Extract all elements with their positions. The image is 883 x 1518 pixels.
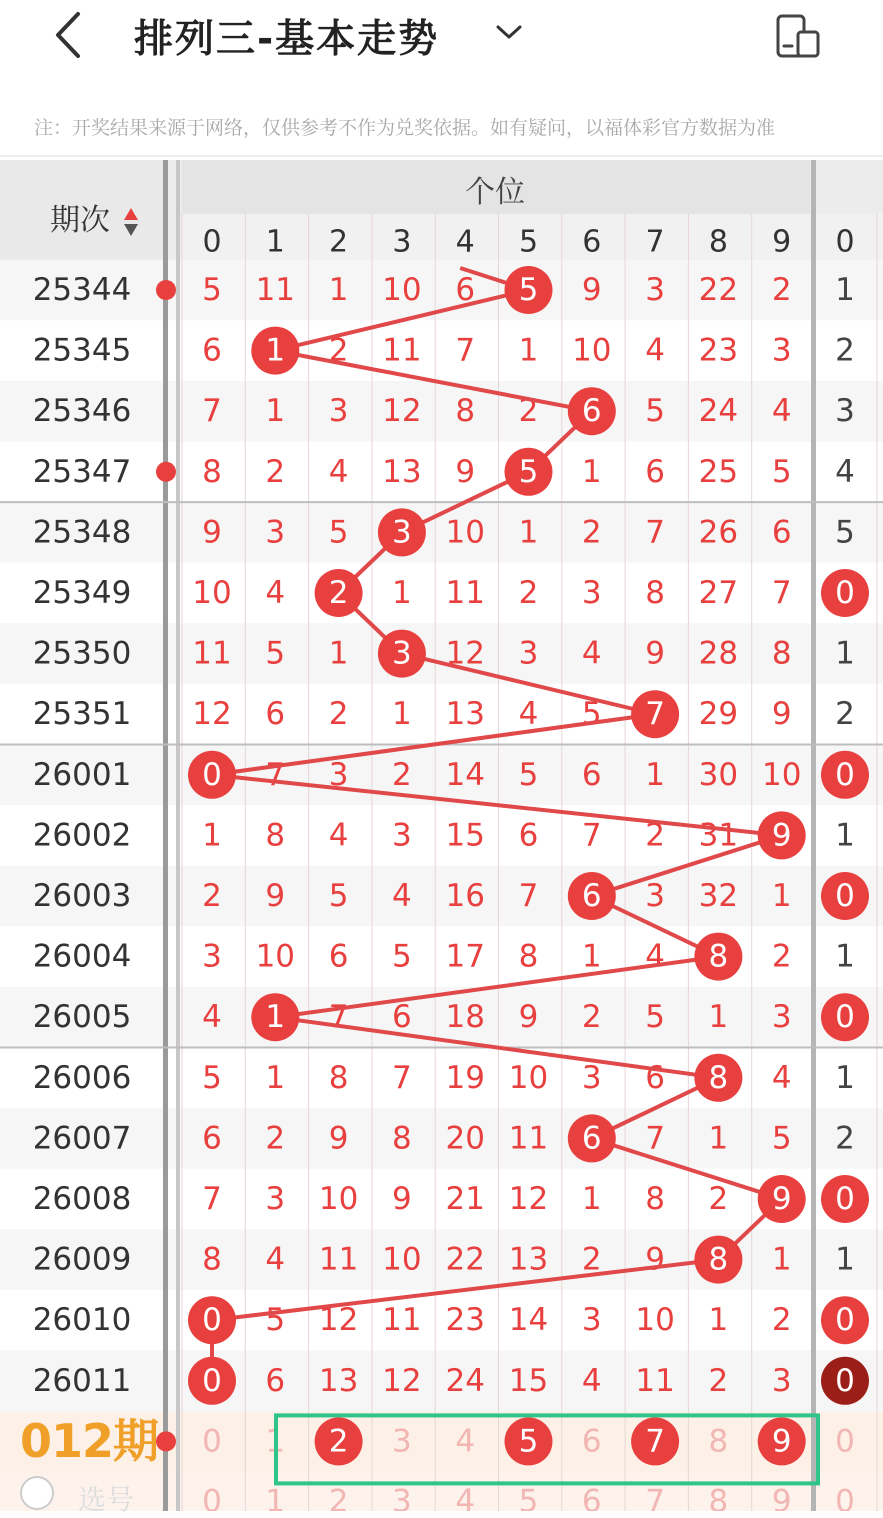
digit-header: 1 [265,224,285,260]
miss-count-cell: 5 [328,514,349,551]
miss-count-cell: 1 [581,1181,602,1217]
period-cell: 25347 [32,453,132,490]
row-marker [156,280,176,300]
digit-header: 5 [518,224,539,260]
period-cell: 25344 [32,272,132,308]
miss-count-cell: 2 [835,696,855,733]
miss-count-cell: 12 [382,393,422,430]
hit-ball-number: 1 [265,999,286,1036]
miss-count-cell: 1 [392,575,412,611]
table-row [0,1108,883,1169]
digit-header: 3 [392,224,412,260]
table-row [0,623,883,684]
miss-count-cell: 1 [645,756,665,793]
miss-count-cell: 7 [581,817,602,854]
miss-count-cell: 4 [835,453,855,490]
miss-count-cell: 5 [202,272,222,308]
miss-count-cell: 4 [392,878,412,914]
hit-ball-number: 0 [835,756,855,793]
miss-count-cell: 1 [771,1241,792,1278]
miss-count-cell: 32 [698,878,739,914]
miss-count-cell: 11 [318,1241,359,1278]
sort-icon[interactable] [122,204,140,240]
miss-count-cell: 1 [202,817,222,854]
miss-count-cell: 5 [518,756,539,793]
miss-count-cell: 5 [202,1059,222,1096]
table-row [0,745,883,806]
miss-count-cell: 7 [518,878,539,914]
miss-count-cell: 8 [455,393,476,430]
miss-count-cell: 8 [202,453,222,490]
miss-count-cell: 2 [771,938,792,975]
period-cell: 26007 [32,1120,132,1157]
miss-count-cell: 2 [265,453,286,490]
miss-count-cell: 9 [455,453,476,490]
column-separator [176,160,180,1511]
miss-count-cell: 5 [328,878,349,914]
hit-ball-number: 3 [392,635,412,672]
miss-count-cell: 3 [392,817,412,854]
miss-count-cell: 1 [708,1302,729,1339]
miss-count-cell: 1 [835,635,855,672]
hit-ball-number: 8 [708,1059,729,1096]
hit-ball-number: 7 [645,696,665,733]
digit-header: 7 [645,224,665,260]
miss-count-cell: 12 [382,1362,422,1399]
hit-ball-number: 9 [771,1181,792,1217]
column-separator [811,160,816,1511]
hit-ball-number: 6 [581,878,602,914]
miss-count-cell: 8 [265,817,286,854]
miss-count-cell: 11 [192,635,232,672]
miss-count-cell: 28 [698,635,739,672]
miss-count-cell: 13 [382,453,422,490]
table-row [0,684,883,745]
miss-count-cell: 4 [518,696,539,733]
miss-count-cell: 22 [698,272,739,308]
table-row [0,442,883,503]
table-row [0,502,883,563]
miss-count-cell: 1 [835,938,855,975]
hit-ball-number: 0 [835,999,855,1036]
miss-count-cell: 7 [202,1181,222,1217]
period-cell: 25346 [32,393,132,430]
select-number: 2 [328,1483,349,1511]
hit-ball-number: 0 [202,756,222,793]
miss-count-cell: 3 [581,1302,602,1339]
select-number: 0 [835,1483,855,1511]
hit-ball-number: 3 [392,514,412,551]
miss-count-cell: 6 [265,696,286,733]
miss-count-cell: 5 [392,938,412,975]
miss-count-cell: 5 [771,1120,792,1157]
miss-count-cell: 30 [698,756,739,793]
table-row [0,1169,883,1230]
miss-count-cell: 11 [382,1302,422,1339]
miss-count-cell: 3 [581,575,602,611]
miss-count-cell: 6 [645,1059,665,1096]
miss-count-cell: 31 [698,817,739,854]
period-cell: 26009 [32,1241,132,1278]
miss-count-cell: 5 [581,696,602,733]
miss-count-cell: 2 [265,1120,286,1157]
miss-count-cell: 11 [445,575,485,611]
miss-count-cell: 7 [392,1059,412,1096]
miss-count-cell: 11 [255,272,296,308]
table-row [0,320,883,381]
miss-count-cell: 24 [698,393,739,430]
miss-count-cell: 10 [382,272,422,308]
miss-count-cell: 15 [508,1362,549,1399]
miss-count-cell: 13 [508,1241,549,1278]
miss-count-cell: 10 [382,1241,422,1278]
miss-count-cell: 7 [645,1120,665,1157]
miss-count-cell: 23 [698,332,739,369]
miss-count-cell: 11 [635,1362,675,1399]
miss-count-cell: 13 [318,1362,359,1399]
pick-number: 3 [392,1423,412,1460]
digit-header: 2 [329,224,349,260]
miss-count-cell: 2 [581,999,602,1036]
miss-count-cell: 8 [518,938,539,975]
miss-count-cell: 27 [698,575,739,611]
period-cell: 26002 [32,817,132,854]
miss-count-cell: 5 [835,514,855,551]
miss-count-cell: 4 [265,575,286,611]
miss-count-cell: 3 [328,756,349,793]
digit-header: 9 [772,224,792,260]
pick-number: 4 [455,1423,476,1460]
miss-count-cell: 1 [328,635,349,672]
miss-count-cell: 17 [445,938,485,975]
miss-count-cell: 11 [382,332,422,369]
miss-count-cell: 9 [202,514,222,551]
miss-count-cell: 1 [518,332,539,369]
miss-count-cell: 5 [265,1302,286,1339]
period-cell: 26005 [32,999,132,1036]
hit-ball-number: 2 [328,575,349,611]
miss-count-cell: 3 [265,1181,286,1217]
miss-count-cell: 1 [835,1059,855,1096]
table-row [0,381,883,442]
miss-count-cell: 6 [392,999,412,1036]
miss-count-cell: 20 [445,1120,485,1157]
miss-count-cell: 12 [318,1302,359,1339]
miss-count-cell: 9 [518,999,539,1036]
miss-count-cell: 6 [518,817,539,854]
period-count-badge: 012期 [20,1414,159,1468]
miss-count-cell: 6 [328,938,349,975]
miss-count-cell: 3 [771,332,792,369]
miss-count-cell: 16 [445,878,485,914]
miss-count-cell: 2 [328,696,349,733]
period-cell: 25345 [32,332,132,369]
miss-count-cell: 6 [581,756,602,793]
select-number: 5 [518,1483,539,1511]
miss-count-cell: 10 [318,1181,359,1217]
miss-count-cell: 3 [581,1059,602,1096]
hit-ball-number: 0 [835,575,855,611]
period-cell: 26006 [32,1059,132,1096]
miss-count-cell: 4 [265,1241,286,1278]
miss-count-cell: 2 [518,393,539,430]
miss-count-cell: 3 [835,393,855,430]
miss-count-cell: 2 [202,878,222,914]
pick-number: 1 [265,1423,286,1460]
period-cell: 26003 [32,878,132,914]
miss-count-cell: 9 [645,1241,665,1278]
hit-ball-number: 0 [202,1362,222,1399]
miss-count-cell: 1 [708,1120,729,1157]
miss-count-cell: 4 [645,938,665,975]
selected-number: 9 [771,1423,792,1460]
miss-count-cell: 5 [645,999,665,1036]
miss-count-cell: 2 [518,575,539,611]
miss-count-cell: 3 [771,999,792,1036]
miss-count-cell: 10 [635,1302,675,1339]
period-cell: 26010 [32,1302,132,1339]
miss-count-cell: 10 [192,575,232,611]
hit-ball-number: 6 [581,1120,602,1157]
period-cell: 26011 [32,1362,132,1399]
miss-count-cell: 2 [328,332,349,369]
miss-count-cell: 8 [645,575,665,611]
select-number: 6 [581,1483,602,1511]
miss-count-cell: 1 [581,453,602,490]
select-number-label: 选号 [78,1483,135,1516]
miss-count-cell: 22 [445,1241,485,1278]
digit-header: 4 [455,224,475,260]
miss-count-cell: 2 [708,1362,729,1399]
miss-count-cell: 7 [328,999,349,1036]
miss-count-cell: 26 [698,514,739,551]
pick-number: 6 [581,1423,602,1460]
select-number: 9 [771,1483,792,1511]
digit-header: 8 [708,224,728,260]
hit-ball-number: 0 [835,1362,855,1399]
select-number: 4 [455,1483,476,1511]
period-cell: 25351 [32,696,132,733]
hit-ball-number: 0 [835,878,855,914]
miss-count-cell: 8 [392,1120,412,1157]
period-cell: 25348 [32,514,132,551]
miss-count-cell: 9 [328,1120,349,1157]
miss-count-cell: 2 [581,514,602,551]
selected-number: 2 [328,1423,349,1460]
miss-count-cell: 2 [645,817,665,854]
period-cell: 25350 [32,635,132,672]
miss-count-cell: 8 [328,1059,349,1096]
miss-count-cell: 3 [202,938,222,975]
miss-count-cell: 6 [771,514,792,551]
miss-count-cell: 6 [265,1362,286,1399]
miss-count-cell: 4 [771,393,792,430]
column-separator [163,160,168,1511]
miss-count-cell: 7 [645,514,665,551]
miss-count-cell: 29 [698,696,739,733]
hit-ball-number: 1 [265,332,286,369]
selected-number: 7 [645,1423,665,1460]
page-title[interactable]: 排列三-基本走势 [134,17,440,62]
miss-count-cell: 3 [771,1362,792,1399]
table-row [0,866,883,927]
miss-count-cell: 1 [835,1241,855,1278]
hit-ball-number: 5 [518,272,539,308]
miss-count-cell: 7 [771,575,792,611]
miss-count-cell: 3 [518,635,539,672]
select-number: 0 [202,1483,222,1511]
miss-count-cell: 5 [645,393,665,430]
table-row [0,1229,883,1290]
period-cell: 26008 [32,1181,132,1217]
table-row [0,805,883,866]
miss-count-cell: 23 [445,1302,485,1339]
miss-count-cell: 3 [265,514,286,551]
radio-button[interactable] [20,1476,54,1510]
digit-header: 0 [202,224,222,260]
miss-count-cell: 9 [581,272,602,308]
hit-ball-number: 5 [518,453,539,490]
miss-count-cell: 2 [708,1181,729,1217]
miss-count-cell: 24 [445,1362,485,1399]
table-row [0,1290,883,1351]
miss-count-cell: 8 [771,635,792,672]
pick-number: 8 [708,1423,729,1460]
period-cell: 26001 [32,756,132,793]
select-number-toggle[interactable] [20,1470,200,1516]
miss-count-cell: 5 [771,453,792,490]
miss-count-cell: 7 [265,756,286,793]
miss-count-cell: 5 [265,635,286,672]
miss-count-cell: 2 [835,332,855,369]
miss-count-cell: 10 [572,332,612,369]
miss-count-cell: 19 [445,1059,485,1096]
miss-count-cell: 1 [392,696,412,733]
miss-count-cell: 6 [202,332,222,369]
select-number: 8 [708,1483,729,1511]
hit-ball-number: 0 [835,1181,855,1217]
miss-count-cell: 1 [581,938,602,975]
miss-count-cell: 8 [645,1181,665,1217]
period-column-header[interactable] [50,195,140,240]
miss-count-cell: 4 [328,453,349,490]
select-number: 1 [265,1483,286,1511]
miss-count-cell: 2 [581,1241,602,1278]
pick-number: 0 [202,1423,222,1460]
select-number: 3 [392,1483,412,1511]
miss-count-cell: 18 [445,999,485,1036]
period-cell: 26004 [32,938,132,975]
miss-count-cell: 21 [445,1181,485,1217]
miss-count-cell: 1 [265,1059,286,1096]
miss-count-cell: 9 [771,696,792,733]
miss-count-cell: 1 [771,878,792,914]
table-row [0,1351,883,1412]
miss-count-cell: 25 [698,453,739,490]
miss-count-cell: 8 [202,1241,222,1278]
section-title: 个位 [465,175,525,210]
miss-count-cell: 6 [455,272,476,308]
miss-count-cell: 3 [645,878,665,914]
row-marker [156,462,176,482]
miss-count-cell: 7 [455,332,476,369]
selected-number: 5 [518,1423,539,1460]
miss-count-cell: 1 [265,393,286,430]
disclaimer-notice: 注：开奖结果来源于网络，仅供参考不作为兑奖依据。如有疑问，以福体彩官方数据为准 [34,117,776,139]
miss-count-cell: 12 [508,1181,549,1217]
miss-count-cell: 6 [202,1120,222,1157]
miss-count-cell: 1 [328,272,349,308]
miss-count-cell: 12 [445,635,485,672]
table-row [0,1048,883,1109]
miss-count-cell: 6 [645,453,665,490]
miss-count-cell: 9 [645,635,665,672]
hit-ball-number: 9 [771,817,792,854]
digit-header: 6 [582,224,602,260]
period-header-label: 期次 [50,203,110,238]
period-cell: 25349 [32,575,132,611]
miss-count-cell: 7 [202,393,222,430]
hit-ball-number: 8 [708,938,729,975]
miss-count-cell: 4 [202,999,222,1036]
miss-count-cell: 2 [835,1120,855,1157]
miss-count-cell: 4 [581,1362,602,1399]
row-marker [156,1431,176,1451]
select-number: 7 [645,1483,665,1511]
table-row [0,563,883,624]
miss-count-cell: 9 [265,878,286,914]
miss-count-cell: 1 [835,817,855,854]
miss-count-cell: 3 [328,393,349,430]
miss-count-cell: 10 [508,1059,549,1096]
miss-count-cell: 4 [771,1059,792,1096]
miss-count-cell: 2 [771,1302,792,1339]
pick-number: 0 [835,1423,855,1460]
miss-count-cell: 9 [392,1181,412,1217]
miss-count-cell: 1 [518,514,539,551]
miss-count-cell: 2 [771,272,792,308]
miss-count-cell: 1 [708,999,729,1036]
miss-count-cell: 11 [508,1120,549,1157]
miss-count-cell: 1 [835,272,855,308]
miss-count-cell: 12 [192,696,232,733]
miss-count-cell: 3 [645,272,665,308]
miss-count-cell: 13 [445,696,485,733]
miss-count-cell: 14 [508,1302,549,1339]
miss-count-cell: 2 [392,756,412,793]
hit-ball-number: 0 [202,1302,222,1339]
miss-count-cell: 10 [761,756,802,793]
hit-ball-number: 6 [581,393,602,430]
miss-count-cell: 15 [445,817,485,854]
hit-ball-number: 0 [835,1302,855,1339]
miss-count-cell: 10 [445,514,485,551]
miss-count-cell: 4 [645,332,665,369]
table-row [0,926,883,987]
miss-count-cell: 4 [581,635,602,672]
miss-count-cell: 14 [445,756,485,793]
hit-ball-number: 8 [708,1241,729,1278]
digit-header: 0 [835,224,855,260]
miss-count-cell: 10 [255,938,296,975]
miss-count-cell: 4 [328,817,349,854]
